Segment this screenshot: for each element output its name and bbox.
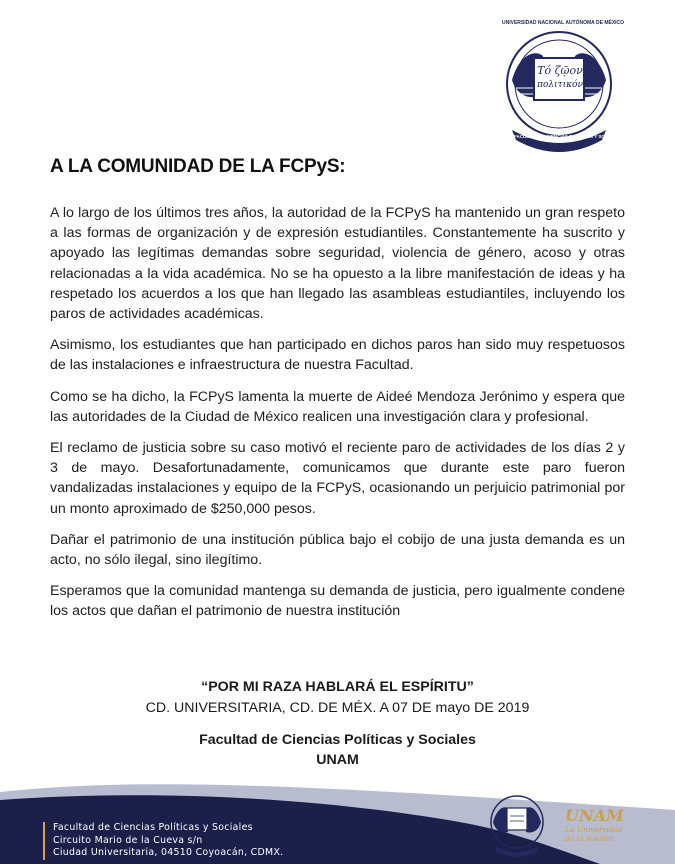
paragraph: Asimismo, los estudiantes que han participado en dichos paros han sido muy respetuosos de las instalaciones e infraestructura de nuestra Facultad. <box>50 337 625 374</box>
unam-crest-logo <box>498 18 625 158</box>
signature-university: UNAM <box>316 752 359 768</box>
crest-ring-text: UNIVERSIDAD NACIONAL AUTÓNOMA DE MÉXICO <box>502 20 625 26</box>
paragraph: El reclamo de justicia sobre su caso motivó el reciente paro de actividades de los días 2 y 3 de mayo. Desafortunadamente, comunicamos que durante este paro fueron vandalizadas instalaciones y equipo de la FCPyS, ocasionando un perjuicio patrimonial por un monto aproximado de $250,000 pesos. <box>50 440 625 517</box>
address-line: Facultad de Ciencias Políticas y Sociales <box>53 822 253 833</box>
paragraph: A lo largo de los últimos tres años, la autoridad de la FCPyS ha mantenido un gran respeto a las formas de organización y de expresión estudiantiles. Constantemente ha suscrito y apoyado las legítimas demandas sobre seguridad, violencia de género, acoso y otras relacionadas a la vida académica. No se ha opuesto a la libre manifestación de ideas y ha respetado los acuerdos a los que han llegado las asambleas estudiantiles, incluyendo los paros de actividades académicas. <box>50 205 625 323</box>
footer-address <box>43 822 283 860</box>
letter-heading: A LA COMUNIDAD DE LA FCPyS: <box>50 156 346 177</box>
crest-banner-text: FACULTAD DE CIENCIAS POLÍTICAS Y SOCIALES <box>514 134 622 139</box>
crest-motto-line2: πολιτικόν <box>537 80 583 90</box>
university-motto: “POR MI RAZA HABLARÁ EL ESPÍRITU” <box>201 679 474 695</box>
logo-tagline: La Universidad de la Nación <box>565 825 623 843</box>
place-and-date: CD. UNIVERSITARIA, CD. DE MÉX. A 07 DE mayo DE 2019 <box>145 700 530 716</box>
address-line: Ciudad Universitaria, 04510 Coyoacán, CDMX. <box>53 847 284 858</box>
logo-unam-text: UNAM <box>565 806 624 825</box>
unam-nation-logo <box>565 806 627 850</box>
unam-crest-small-logo <box>487 792 547 858</box>
address-line: Circuito Mario de la Cueva s/n <box>53 834 203 846</box>
signature-faculty: Facultad de Ciencias Políticas y Sociales <box>199 732 476 748</box>
paragraph: Esperamos que la comunidad mantenga su demanda de justicia, pero igualmente condene los actos que dañan el patrimonio de nuestra institución <box>50 583 625 620</box>
paragraph: Dañar el patrimonio de una institución pública bajo el cobijo de una justa demanda es un acto, no sólo ilegal, sino ilegítimo. <box>50 531 625 569</box>
letter-body <box>50 203 625 633</box>
letter-closing <box>0 677 675 770</box>
crest-motto-line1: Τό ζῷον <box>537 64 583 77</box>
paragraph: Como se ha dicho, la FCPyS lamenta la muerte de Aideé Mendoza Jerónimo y espera que las autoridades de la Ciudad de México realicen una investigación clara y profesional. <box>50 388 625 425</box>
